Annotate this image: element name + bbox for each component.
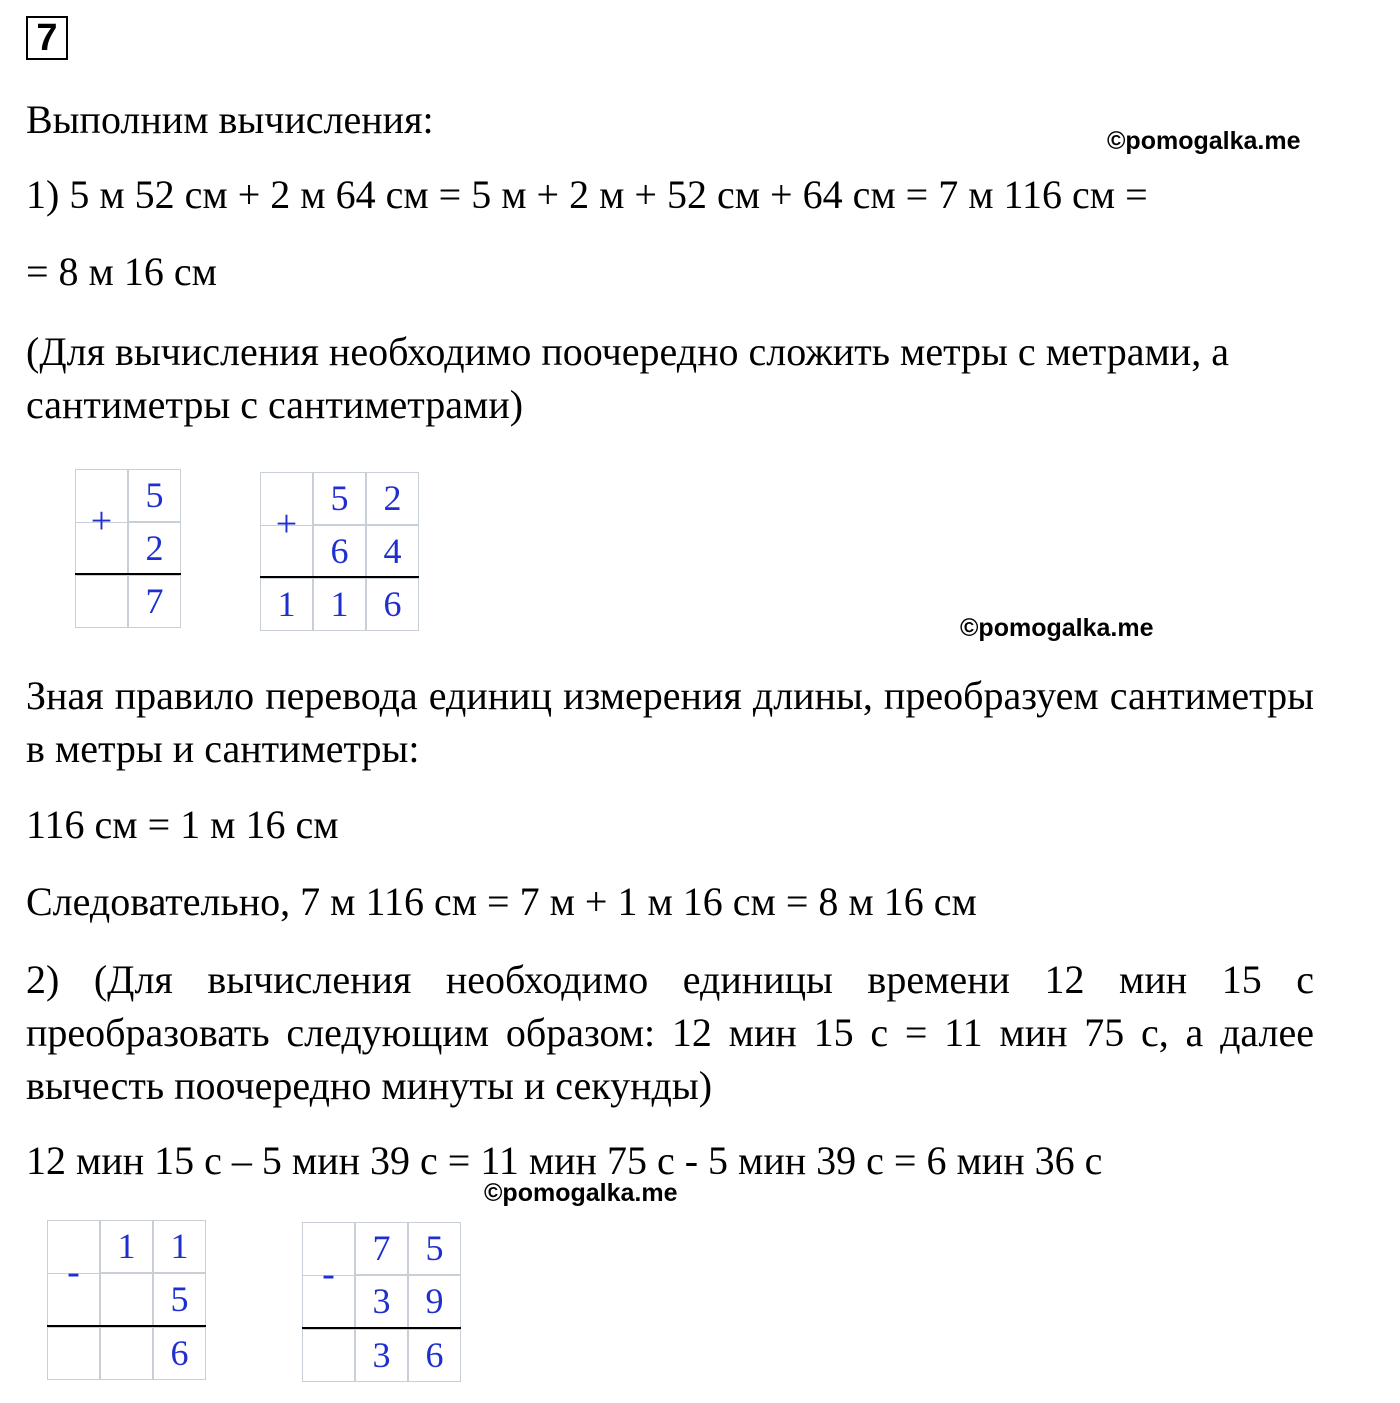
digit-cell: 7 xyxy=(355,1222,408,1275)
minus-operator: - xyxy=(67,1251,80,1293)
part1-equation-line2: = 8 м 16 см xyxy=(26,249,217,294)
plus-operator: + xyxy=(275,503,298,545)
column-subtraction-seconds xyxy=(302,1222,461,1382)
watermark: ©pomogalka.me xyxy=(960,614,1154,642)
conversion-equation: 116 см = 1 м 16 см xyxy=(26,802,339,847)
watermark: ©pomogalka.me xyxy=(484,1179,678,1207)
minus-operator: - xyxy=(322,1253,335,1295)
digit-cell: 1 xyxy=(260,578,313,631)
digit-cell xyxy=(75,575,128,628)
column-addition-meters xyxy=(75,469,181,628)
task-number: 7 xyxy=(26,16,68,60)
digit-cell: 6 xyxy=(366,578,419,631)
digit-cell: 5 xyxy=(408,1222,461,1275)
watermark: ©pomogalka.me xyxy=(1107,127,1301,155)
part2-equation: 12 мин 15 с – 5 мин 39 с = 11 мин 75 с - 5 мин 39 с = 6 мин 36 с xyxy=(26,1138,1103,1183)
digit-cell: 5 xyxy=(128,469,181,522)
plus-operator: + xyxy=(90,500,113,542)
digit-cell: 6 xyxy=(408,1329,461,1382)
sum-line xyxy=(260,576,419,578)
digit-cell: 3 xyxy=(355,1329,408,1382)
digit-cell xyxy=(100,1273,153,1326)
part2-note: 2) (Для вычисления необходимо единицы времени 12 мин 15 с преобразовать следующим образом: 12 мин 15 с = 11 мин 75 с, а далее вычесть поочередно минуты и секунды) xyxy=(26,957,1314,1108)
column-addition-centimeters xyxy=(260,472,419,631)
digit-cell: 9 xyxy=(408,1275,461,1328)
digit-cell: 3 xyxy=(355,1275,408,1328)
digit-cell: 1 xyxy=(153,1220,206,1273)
sum-line xyxy=(75,573,181,575)
digit-cell xyxy=(302,1329,355,1382)
digit-cell: 1 xyxy=(313,578,366,631)
part1-equation-line1: 1) 5 м 52 см + 2 м 64 см = 5 м + 2 м + 52 см + 64 см = 7 м 116 см = xyxy=(26,172,1148,217)
digit-cell: 1 xyxy=(100,1220,153,1273)
digit-cell: 7 xyxy=(128,575,181,628)
difference-line xyxy=(302,1327,461,1329)
digit-cell: 4 xyxy=(366,525,419,578)
column-subtraction-minutes xyxy=(47,1220,206,1380)
digit-cell xyxy=(47,1327,100,1380)
consequently-equation: Следовательно, 7 м 116 см = 7 м + 1 м 16 см = 8 м 16 см xyxy=(26,879,977,924)
intro-text: Выполним вычисления: xyxy=(26,97,434,142)
digit-cell: 2 xyxy=(366,472,419,525)
part1-note: (Для вычисления необходимо поочередно сложить метры с метрами, а сантиметры с сантиметрами) xyxy=(26,329,1229,427)
digit-cell: 6 xyxy=(313,525,366,578)
digit-cell xyxy=(100,1327,153,1380)
digit-cell: 5 xyxy=(153,1273,206,1326)
conversion-text: Зная правило перевода единиц измерения длины, преобразуем сантиметры в метры и сантиметры: xyxy=(26,673,1314,771)
digit-cell: 5 xyxy=(313,472,366,525)
digit-cell: 2 xyxy=(128,522,181,575)
difference-line xyxy=(47,1325,206,1327)
digit-cell: 6 xyxy=(153,1327,206,1380)
